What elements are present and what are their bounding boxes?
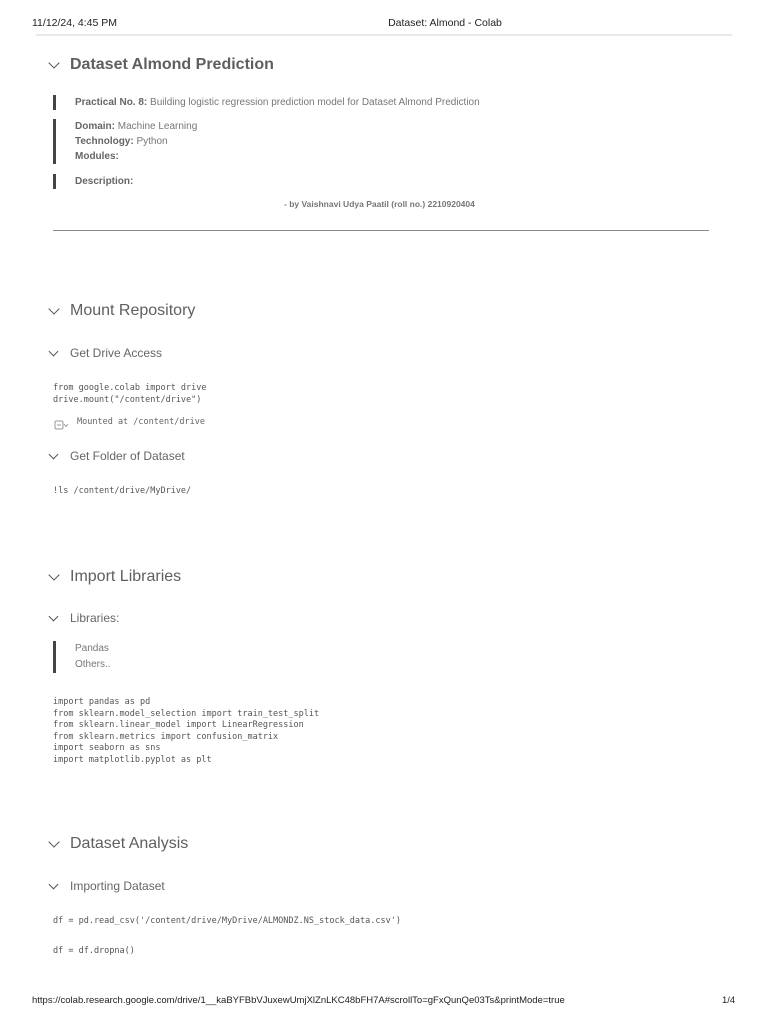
domain-value: Machine Learning — [117, 121, 198, 132]
code-cell-drive-mount[interactable] — [53, 383, 207, 406]
chevron-down-icon[interactable] — [49, 450, 59, 460]
print-url: https://colab.research.google.com/drive/1__kaBYFBbVJuxewUmjXlZnLKC48bFH7A#scrollTo=gFxQunQe03Ts&printMode=true — [32, 995, 565, 1006]
code-line: import seaborn as sns — [53, 743, 161, 753]
section-title-analysis: Dataset Analysis — [70, 835, 189, 852]
code-line: from sklearn.metrics import confusion_matrix — [53, 731, 279, 742]
domain-line — [75, 121, 197, 132]
modules-label: Modules: — [75, 151, 119, 162]
code-line: from google.colab import drive — [53, 383, 207, 393]
blockquote-bar — [53, 641, 56, 673]
chevron-down-icon[interactable] — [49, 612, 59, 622]
output-toggle-icon[interactable] — [54, 417, 70, 427]
cell-output-text: Mounted at /content/drive — [77, 417, 205, 427]
library-item: Others.. — [75, 659, 111, 670]
code-cell-ls[interactable] — [53, 486, 191, 498]
code-cell-read-csv[interactable] — [53, 916, 401, 928]
chevron-down-icon[interactable] — [48, 836, 59, 847]
print-title: Dataset: Almond - Colab — [388, 17, 502, 29]
chevron-down-icon[interactable] — [49, 880, 59, 890]
blockquote-bar — [53, 119, 56, 164]
code-cell-imports[interactable] — [53, 697, 319, 766]
chevron-down-icon[interactable] — [48, 569, 59, 580]
code-cell-dropna[interactable] — [53, 946, 135, 958]
chevron-down-icon[interactable] — [49, 347, 59, 357]
technology-value: Python — [136, 136, 168, 147]
code-line: drive.mount("/content/drive") — [53, 394, 202, 405]
chevron-down-icon[interactable] — [48, 57, 59, 68]
subsection-title-importing: Importing Dataset — [70, 879, 165, 893]
header-divider — [36, 34, 732, 36]
section-title-mount: Mount Repository — [70, 302, 196, 319]
practical-line — [75, 97, 480, 108]
horizontal-rule — [53, 230, 709, 231]
author-byline: - by Vaishnavi Udya Paatil (roll no.) 2210920404 — [284, 199, 475, 209]
page-number: 1/4 — [722, 995, 736, 1006]
section-title-intro: Dataset Almond Prediction — [70, 56, 274, 73]
code-line: from sklearn.model_selection import train_test_split — [53, 708, 320, 719]
subsection-title-drive-access: Get Drive Access — [70, 346, 163, 360]
practical-label: Practical No. 8: — [75, 97, 148, 108]
code-line: import matplotlib.pyplot as plt — [53, 754, 212, 765]
code-line: df = pd.read_csv('/content/drive/MyDrive/ALMONDZ.NS_stock_data.csv') — [53, 916, 401, 926]
blockquote-bar — [53, 95, 56, 110]
code-line: df = df.dropna() — [53, 946, 135, 956]
chevron-down-icon[interactable] — [48, 303, 59, 314]
description-label: Description: — [75, 176, 134, 187]
subsection-title-libraries: Libraries: — [70, 611, 120, 625]
code-line: import pandas as pd — [53, 697, 151, 707]
blockquote-bar — [53, 174, 56, 189]
technology-label: Technology: — [75, 136, 134, 147]
library-item: Pandas — [75, 643, 109, 654]
modules-line — [75, 151, 119, 162]
technology-line — [75, 136, 168, 147]
section-title-imports: Import Libraries — [70, 568, 182, 585]
code-line: !ls /content/drive/MyDrive/ — [53, 486, 192, 496]
description-line — [75, 176, 133, 187]
subsection-title-folder: Get Folder of Dataset — [70, 449, 185, 463]
code-line: from sklearn.linear_model import LinearRegression — [53, 720, 304, 730]
practical-text: Building logistic regression prediction model for Dataset Almond Prediction — [150, 97, 480, 108]
domain-label: Domain: — [75, 121, 115, 132]
print-datetime: 11/12/24, 4:45 PM — [32, 17, 118, 29]
